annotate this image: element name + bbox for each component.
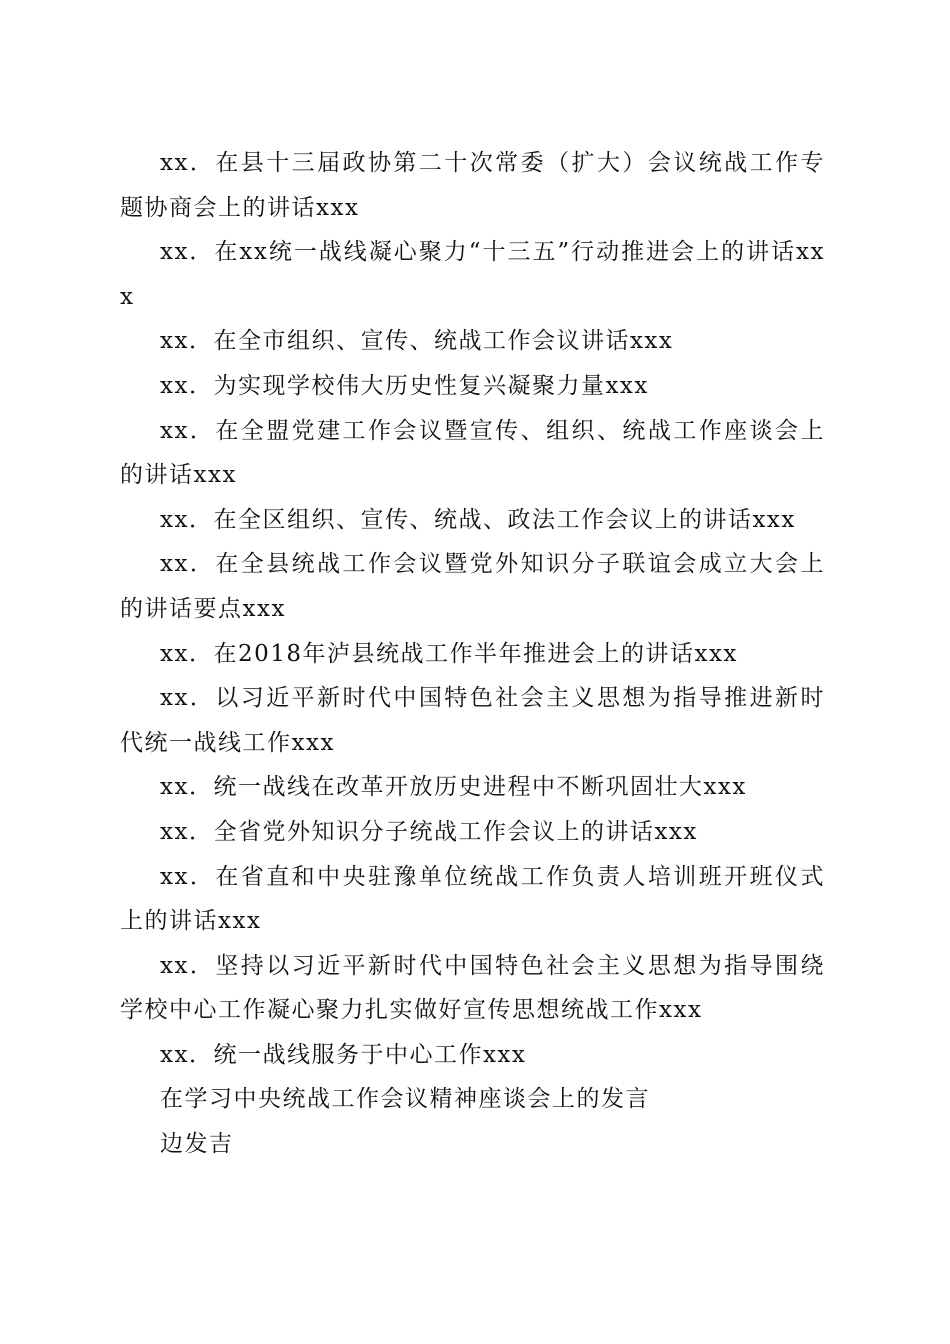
- toc-entry-12: xx．在省直和中央驻豫单位统战工作负责人培训班开班仪式上的讲话xxx: [120, 863, 825, 935]
- toc-entry-9: xx．以习近平新时代中国特色社会主义思想为指导推进新时代统一战线工作xxx: [120, 685, 825, 756]
- toc-entry-7: xx．在全县统战工作会议暨党外知识分子联谊会成立大会上的讲话要点xxx: [120, 551, 825, 622]
- toc-entry-13: xx．坚持以习近平新时代中国特色社会主义思想为指导围绕学校中心工作凝心聚力扎实做好宣传思想统战工作xxx: [120, 952, 825, 1024]
- toc-entry-10: xx．统一战线在改革开放历史进程中不断巩固壮大xxx: [160, 774, 747, 801]
- document-page: [120, 141, 825, 1167]
- section-title: 在学习中央统战工作会议精神座谈会上的发言: [160, 1086, 650, 1113]
- toc-entry-14: xx．统一战线服务于中心工作xxx: [160, 1041, 527, 1068]
- toc-entry-11: xx．全省党外知识分子统战工作会议上的讲话xxx: [160, 818, 698, 845]
- toc-entry-1: xx．在县十三届政协第二十次常委（扩大）会议统战工作专题协商会上的讲话xxx: [120, 150, 825, 221]
- toc-entry-3: xx．在全市组织、宣传、统战工作会议讲话xxx: [160, 328, 674, 355]
- author-name: 边发吉: [160, 1131, 234, 1158]
- toc-entry-4: xx．为实现学校伟大历史性复兴凝聚力量xxx: [160, 372, 649, 399]
- toc-entry-5: xx．在全盟党建工作会议暨宣传、组织、统战工作座谈会上的讲话xxx: [120, 417, 825, 489]
- toc-entry-2: xx．在xx统一战线凝心聚力“十三五”行动推进会上的讲话xxx: [120, 239, 825, 310]
- toc-entry-6: xx．在全区组织、宣传、统战、政法工作会议上的讲话xxx: [160, 506, 796, 533]
- toc-entry-8: xx．在2018年泸县统战工作半年推进会上的讲话xxx: [160, 640, 738, 667]
